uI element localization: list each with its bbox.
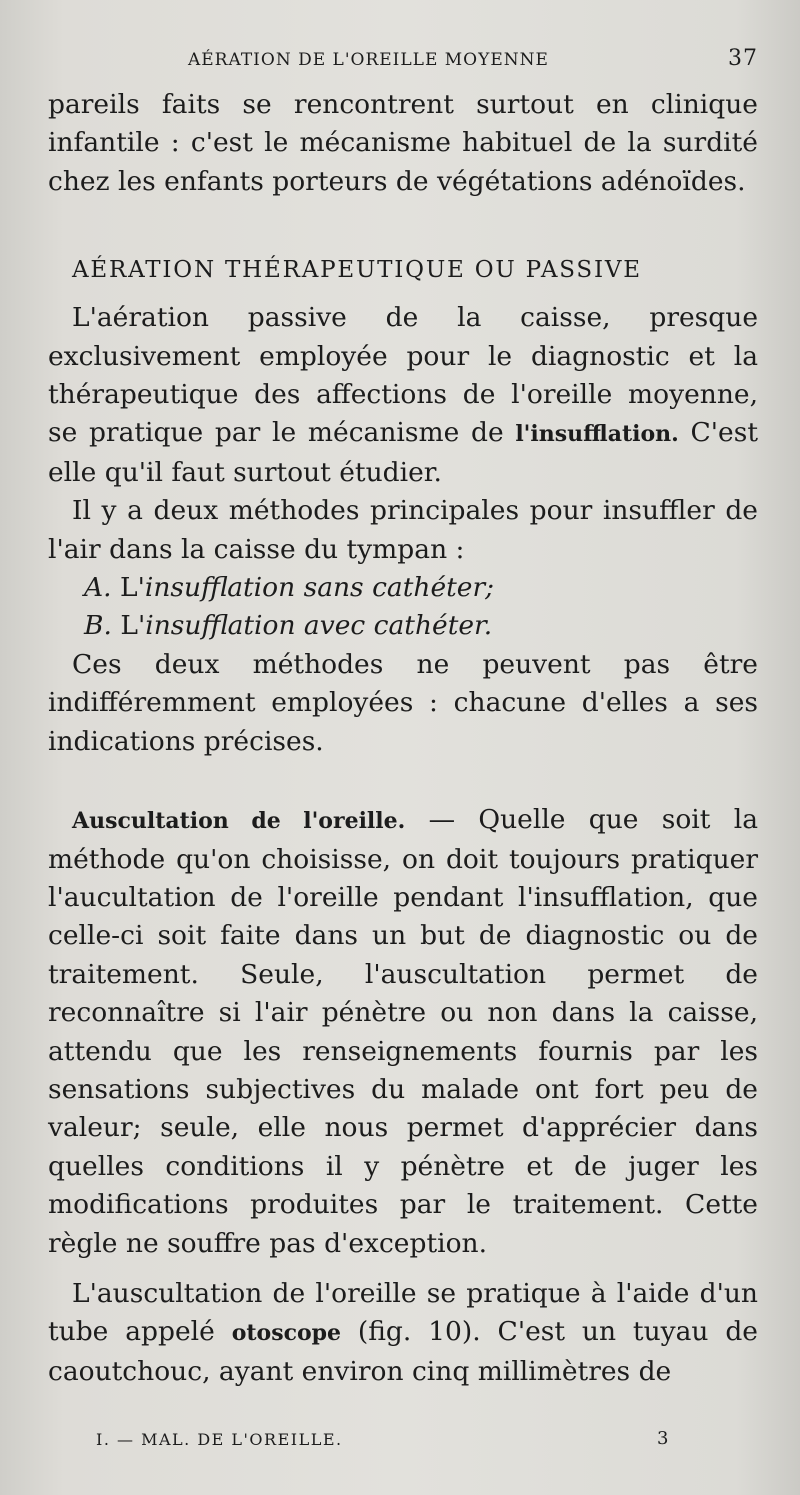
method-letter: A. — [84, 572, 112, 604]
paragraph-gap — [48, 761, 758, 801]
method-text: L' — [120, 572, 145, 604]
paragraph-text: C'est elle qu'il faut surtout étudier. — [48, 417, 758, 488]
paragraph-text: L'aération passive de la caisse, presque exclusivement employée pour le diagnostic et la thérapeutique des affections de l'oreille moyenne, se pratique par le mécanisme de — [48, 302, 758, 449]
paragraph-continuation: pareils faits se rencontrent surtout en clinique infantile : c'est le mécanisme habituel de la surdité chez les enfants porteurs de végétations adénoïdes. — [48, 89, 758, 197]
running-title: AÉRATION DE L'OREILLE MOYENNE — [188, 50, 549, 70]
method-text-italic: insufflation avec cathéter. — [145, 610, 493, 642]
bold-term-insufflation: l'insufflation. — [515, 421, 679, 448]
running-head — [48, 40, 758, 86]
paragraph-otoscope — [48, 1275, 758, 1391]
method-item-b — [48, 607, 758, 645]
section-heading: AÉRATION THÉRAPEUTIQUE OU PASSIVE — [72, 257, 642, 284]
method-item-a — [48, 569, 758, 607]
paragraph-text: (fig. 10). C'est un tuyau de caoutchouc, ayant environ cinq millimètres de — [48, 1316, 758, 1387]
signature-number: 3 — [657, 1428, 670, 1449]
paragraph-passive-aeration — [48, 299, 758, 492]
signature-mark: I. — MAL. DE L'OREILLE. — [96, 1430, 343, 1449]
paragraph-text: L'auscultation de l'oreille se pratique à l'aide d'un tube appelé — [48, 1277, 758, 1348]
paragraph-auscultation — [48, 801, 758, 1263]
method-text: L' — [120, 610, 146, 642]
page-number: 37 — [728, 46, 758, 71]
method-text-italic: insufflation sans cathéter; — [144, 572, 495, 604]
signature-line — [96, 1430, 670, 1449]
paragraph-methods-note: Ces deux méthodes ne peuvent pas être indifféremment employées : chacune d'elles a ses indications précises. — [48, 648, 758, 757]
paragraph-text: — Quelle que soit la méthode qu'on choisisse, on doit toujours pratiquer l'aucultation de l'oreille pendant l'insufflation, que celle-ci soit faite dans un but de diagnostic ou de traitement. Seule, l'auscultation permet de reconnaître si l'air pénètre ou non dans la caisse, attendu que les renseignements fournis par les sensations subjectives du malade ont fort peu de valeur; seule, elle nous permet d'apprécier dans quelles conditions il y pénètre et de juger les modifications produites par le traitement. Cette règle ne souffre pas d'exception. — [48, 804, 758, 1259]
bold-term-otoscope: otoscope — [231, 1320, 342, 1347]
method-letter: B. — [84, 610, 112, 642]
paragraph-methods-intro: Il y a deux méthodes principales pour insuffler de l'air dans la caisse du tympan : — [48, 495, 758, 565]
bold-heading-auscultation: Auscultation de l'oreille. — [72, 808, 406, 835]
